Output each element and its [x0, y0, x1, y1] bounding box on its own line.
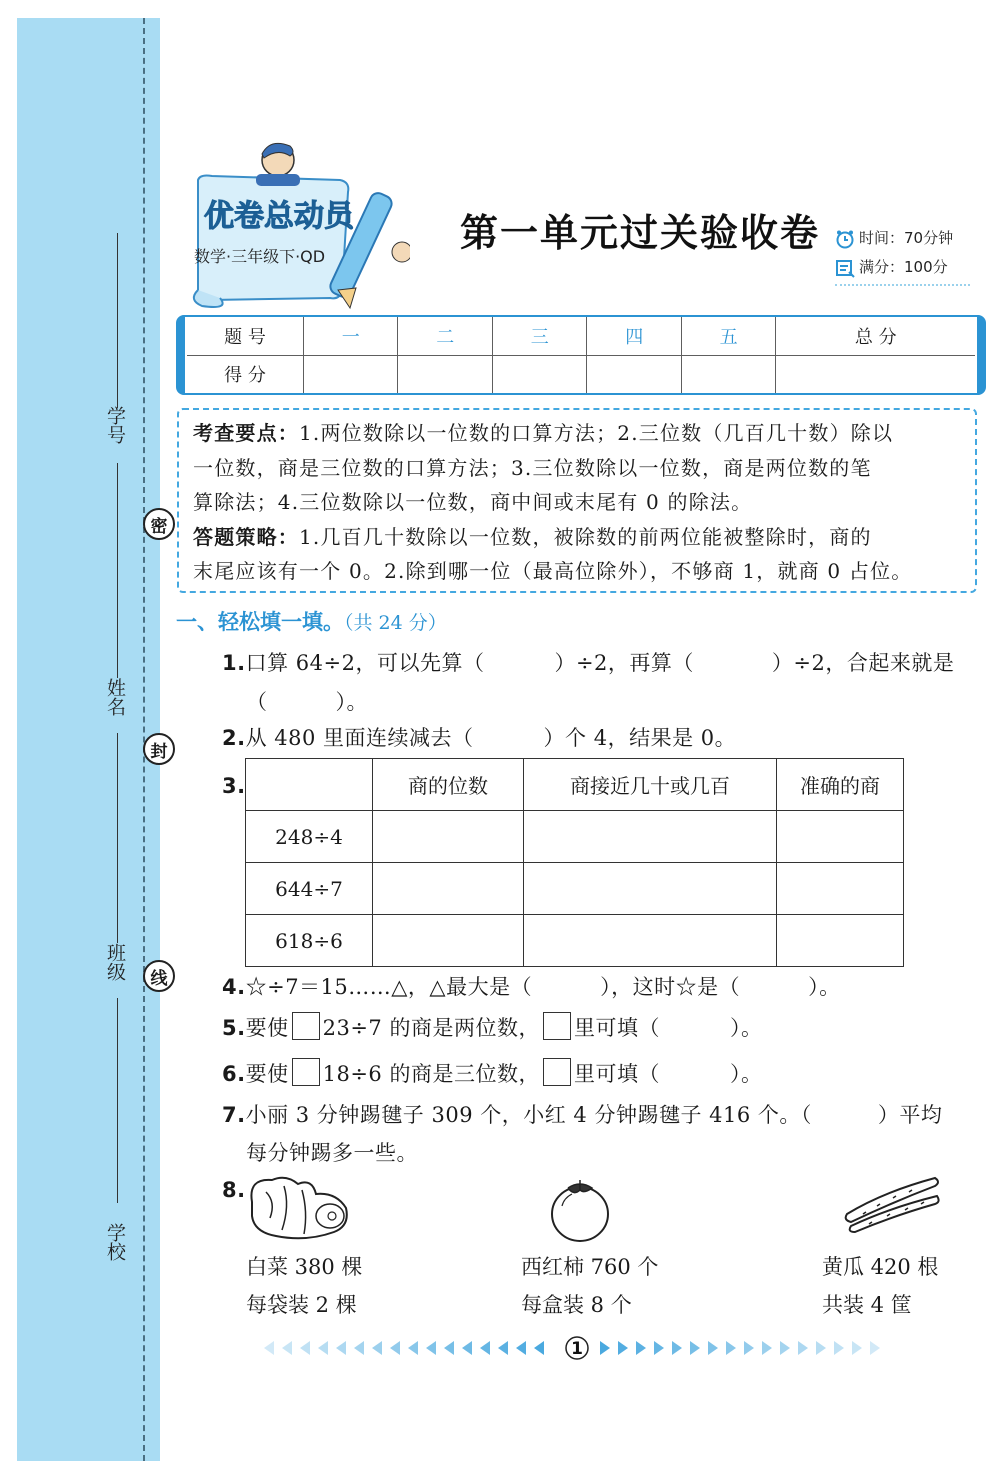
question-text: ☆÷7＝15……△，△最大是（	[245, 975, 533, 999]
student-name-label: 姓名	[104, 678, 126, 716]
question-text: 里可填（	[573, 1062, 660, 1086]
question-number: 6.	[222, 1062, 246, 1086]
question-number: 8.	[222, 1178, 246, 1202]
section-1-heading	[176, 606, 447, 636]
key-points-text: 一位数，商是三位数的口算方法；3.三位数除以一位数，商是两位数的笔	[193, 455, 872, 480]
school-label: 学校	[104, 1223, 126, 1261]
clock-icon	[835, 229, 855, 249]
exam-meta	[835, 224, 970, 288]
page-title: 第一单元过关验收卷	[460, 211, 821, 255]
question-text: ），这时☆是（	[600, 975, 741, 999]
question-4	[222, 971, 841, 1001]
fill-line	[117, 463, 118, 678]
page-number-bar	[262, 1336, 892, 1360]
answer-cell[interactable]	[373, 811, 524, 863]
item-quantity: 黄瓜 420 根	[822, 1255, 939, 1279]
score-header-3: 三	[492, 317, 586, 355]
division-expression: 644÷7	[246, 863, 373, 915]
binding-sidebar	[17, 18, 168, 1461]
item-quantity: 白菜 380 棵	[246, 1255, 363, 1279]
table-row	[246, 863, 904, 915]
question-text: 里可填（	[573, 1016, 660, 1040]
score-header-4: 四	[587, 317, 681, 355]
score-cell[interactable]	[587, 355, 681, 393]
score-table-edge	[977, 315, 986, 395]
question-3-number	[222, 774, 246, 798]
question-text: 18÷6 的商是三位数，	[322, 1062, 540, 1086]
cucumber-item	[822, 1248, 938, 1324]
question-number: 5.	[222, 1016, 246, 1040]
cucumber-icon	[843, 1174, 941, 1234]
paper-icon	[835, 258, 855, 278]
score-cell[interactable]	[681, 355, 775, 393]
digit-box[interactable]	[292, 1058, 320, 1086]
question-5	[222, 1012, 762, 1042]
logo-wordmark: 优卷总动员	[204, 199, 354, 234]
fill-line	[117, 233, 118, 408]
cabbage-icon	[246, 1172, 352, 1244]
question-text: ）。	[808, 975, 841, 999]
question-number: 1.	[222, 651, 246, 675]
strategy-text: 1.几百几十数除以一位数，被除数的前两位能被整除时，商的	[299, 524, 872, 549]
score-cell[interactable]	[398, 355, 492, 393]
seal-mi: 密	[143, 508, 175, 540]
question-text: 要使	[245, 1016, 289, 1040]
cabbage-item	[246, 1248, 362, 1324]
question-text: （	[246, 690, 268, 714]
score-table-edge	[176, 315, 185, 395]
answer-cell[interactable]	[524, 811, 777, 863]
question-text: 23÷7 的商是两位数，	[322, 1016, 540, 1040]
score-cell[interactable]	[492, 355, 586, 393]
key-points-label: 考查要点：	[193, 421, 299, 445]
question-number: 7.	[222, 1103, 246, 1127]
key-points-box	[177, 408, 977, 593]
question-text: ）。	[729, 1062, 763, 1086]
meta-underline	[835, 284, 970, 286]
score-header-label: 题 号	[187, 317, 304, 355]
seal-xian: 线	[143, 960, 175, 992]
score-header-5: 五	[681, 317, 775, 355]
item-quantity: 西红柿 760 个	[521, 1255, 659, 1279]
seal-feng: 封	[143, 733, 175, 765]
tomato-icon	[548, 1172, 614, 1244]
score-table	[177, 315, 985, 395]
question-text: ）÷2，合起来就是	[771, 651, 955, 675]
question-7-continued: 每分钟踢多一些。	[246, 1141, 418, 1165]
key-points-text: 算除法；4.三位数除以一位数，商中间或末尾有 0 的除法。	[193, 490, 753, 514]
item-packing: 共装 4 筐	[822, 1293, 912, 1317]
answer-cell[interactable]	[777, 915, 904, 967]
answer-cell[interactable]	[373, 915, 524, 967]
answer-cell[interactable]	[524, 915, 777, 967]
question-8-number	[222, 1178, 246, 1202]
question-1-continued	[246, 686, 368, 716]
section-1-title: 一、轻松填一填。	[176, 610, 344, 634]
score-header-1: 一	[304, 317, 398, 355]
fill-line	[117, 998, 118, 1203]
table-header: 商接近几十或几百	[524, 759, 777, 811]
question-text: 从 480 里面连续减去（	[245, 726, 474, 750]
answer-cell[interactable]	[373, 863, 524, 915]
page-number: 1	[571, 1339, 583, 1359]
item-packing: 每袋装 2 棵	[246, 1293, 357, 1317]
question-1	[222, 647, 954, 677]
digit-box[interactable]	[543, 1058, 571, 1086]
question-text: 小丽 3 分钟踢毽子 309 个，小红 4 分钟踢毽子 416 个。（	[245, 1103, 812, 1127]
question-text: ）个 4，结果是 0。	[543, 726, 737, 750]
question-text: ）。	[729, 1016, 763, 1040]
strategy-text: 末尾应该有一个 0。2.除到哪一位（最高位除外），不够商 1，就商 0 占位。	[193, 559, 913, 583]
division-expression: 618÷6	[246, 915, 373, 967]
question-2	[222, 722, 736, 752]
key-points-text: 1.两位数除以一位数的口算方法；2.三位数（几百几十数）除以	[299, 421, 894, 445]
fill-line	[117, 733, 118, 943]
score-cell[interactable]	[304, 355, 398, 393]
score-header-2: 二	[398, 317, 492, 355]
score-header-total: 总 分	[776, 317, 975, 355]
division-expression: 248÷4	[246, 811, 373, 863]
question-number: 3.	[222, 774, 246, 798]
question-6	[222, 1058, 762, 1088]
question-text: 要使	[245, 1062, 289, 1086]
student-id-label: 学号	[104, 406, 126, 444]
exam-full-score: 满分：100分	[859, 258, 948, 276]
question-7	[222, 1099, 942, 1129]
score-cell-total[interactable]	[776, 355, 975, 393]
table-header: 准确的商	[777, 759, 904, 811]
digit-box[interactable]	[292, 1012, 320, 1040]
table-row	[246, 915, 904, 967]
quotient-table	[245, 758, 904, 967]
subject-grade: 数学·三年级下·QD	[194, 247, 326, 266]
answer-cell[interactable]	[777, 811, 904, 863]
table-header: 商的位数	[373, 759, 524, 811]
answer-cell[interactable]	[524, 863, 777, 915]
right-arrows-icon	[600, 1341, 880, 1355]
answer-cell[interactable]	[777, 863, 904, 915]
tomato-item	[521, 1248, 658, 1324]
question-number: 2.	[222, 726, 246, 750]
question-text: ）平均	[877, 1103, 943, 1127]
left-arrows-icon	[264, 1341, 544, 1355]
question-number: 4.	[222, 975, 246, 999]
table-header	[246, 759, 373, 811]
question-text: 口算 64÷2，可以先算（	[245, 651, 485, 675]
score-row-label: 得 分	[187, 355, 304, 393]
class-label: 班级	[104, 943, 126, 981]
item-packing: 每盒装 8 个	[521, 1293, 632, 1317]
section-1-points: （共 24 分）	[344, 612, 447, 634]
brand-logo-icon	[190, 140, 410, 310]
exam-time: 时间：70分钟	[859, 229, 954, 247]
table-row	[246, 811, 904, 863]
question-text: ）÷2，再算（	[554, 651, 694, 675]
digit-box[interactable]	[543, 1012, 571, 1040]
strategy-label: 答题策略：	[193, 524, 299, 549]
question-text: ）。	[335, 690, 368, 714]
